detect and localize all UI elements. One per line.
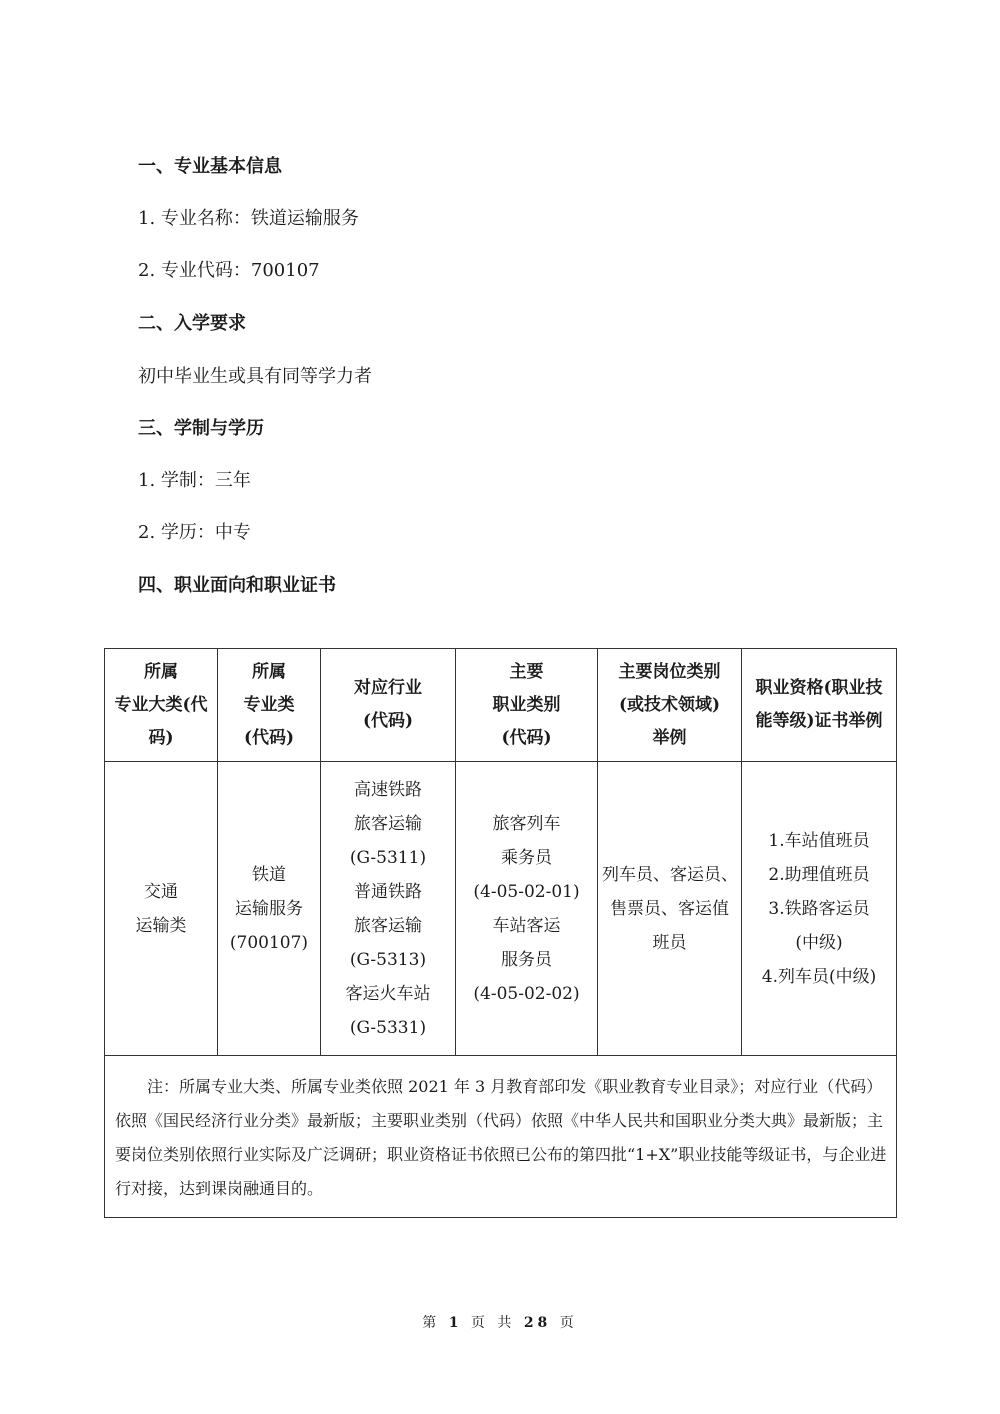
section-heading-duration: 三、学制与学历: [138, 418, 264, 439]
table-note-row: [105, 1056, 897, 1218]
major-name-line: 1. 专业名称：铁道运输服务: [138, 208, 359, 229]
cell-certificates: 1.车站值班员 2.助理值班员 3.铁路客运员 (中级) 4.列车员(中级): [742, 762, 897, 1056]
admission-requirement-line: 初中毕业生或具有同等学力者: [138, 366, 372, 387]
footer-suffix: 页: [559, 1315, 578, 1331]
cell-industry: 高速铁路 旅客运输 (G-5311) 普通铁路 旅客运输 (G-5313) 客运火车站 (G-5331): [321, 762, 456, 1056]
header-major-category: 所属 专业大类(代 码): [105, 649, 218, 762]
footer-middle: 页 共: [470, 1315, 516, 1331]
cell-positions: 列车员、客运员、 售票员、客运值 班员: [598, 762, 742, 1056]
table-note: 注：所属专业大类、所属专业类依照 2021 年 3 月教育部印发《职业教育专业目录》；对应行业（代码）依照《国民经济行业分类》最新版；主要职业类别（代码）依照《中华人民共和国职业分类大典》最新版；主要岗位类别依照行业实际及广泛调研；职业资格证书依照已公布的第四批“1+X”职业技能等级证书，与企业进行对接，达到课岗融通目的。: [105, 1056, 897, 1218]
section-heading-admission: 二、入学要求: [138, 313, 246, 334]
section-heading-career: 四、职业面向和职业证书: [138, 575, 336, 596]
section-heading-basic-info: 一、专业基本信息: [138, 156, 282, 177]
degree-line: 2. 学历：中专: [138, 522, 251, 543]
table-row: [105, 762, 897, 1056]
duration-line: 1. 学制：三年: [138, 470, 251, 491]
footer-total-pages: 28: [523, 1315, 552, 1331]
table-header-row: [105, 649, 897, 762]
cell-major-class: 铁道 运输服务 (700107): [218, 762, 321, 1056]
header-major-class: 所属 专业类 (代码): [218, 649, 321, 762]
page-footer: [0, 1312, 1000, 1332]
major-code-line: 2. 专业代码：700107: [138, 260, 320, 281]
header-certificates: 职业资格(职业技 能等级)证书举例: [742, 649, 897, 762]
header-industry: 对应行业 (代码): [321, 649, 456, 762]
cell-major-category: 交通 运输类: [105, 762, 218, 1056]
footer-page-number: 1: [448, 1315, 463, 1331]
footer-prefix: 第: [422, 1315, 441, 1331]
header-positions: 主要岗位类别 (或技术领域) 举例: [598, 649, 742, 762]
career-orientation-table: [104, 648, 897, 1218]
cell-occupation: 旅客列车 乘务员 (4-05-02-01) 车站客运 服务员 (4-05-02-02): [456, 762, 598, 1056]
header-occupation: 主要 职业类别 (代码): [456, 649, 598, 762]
